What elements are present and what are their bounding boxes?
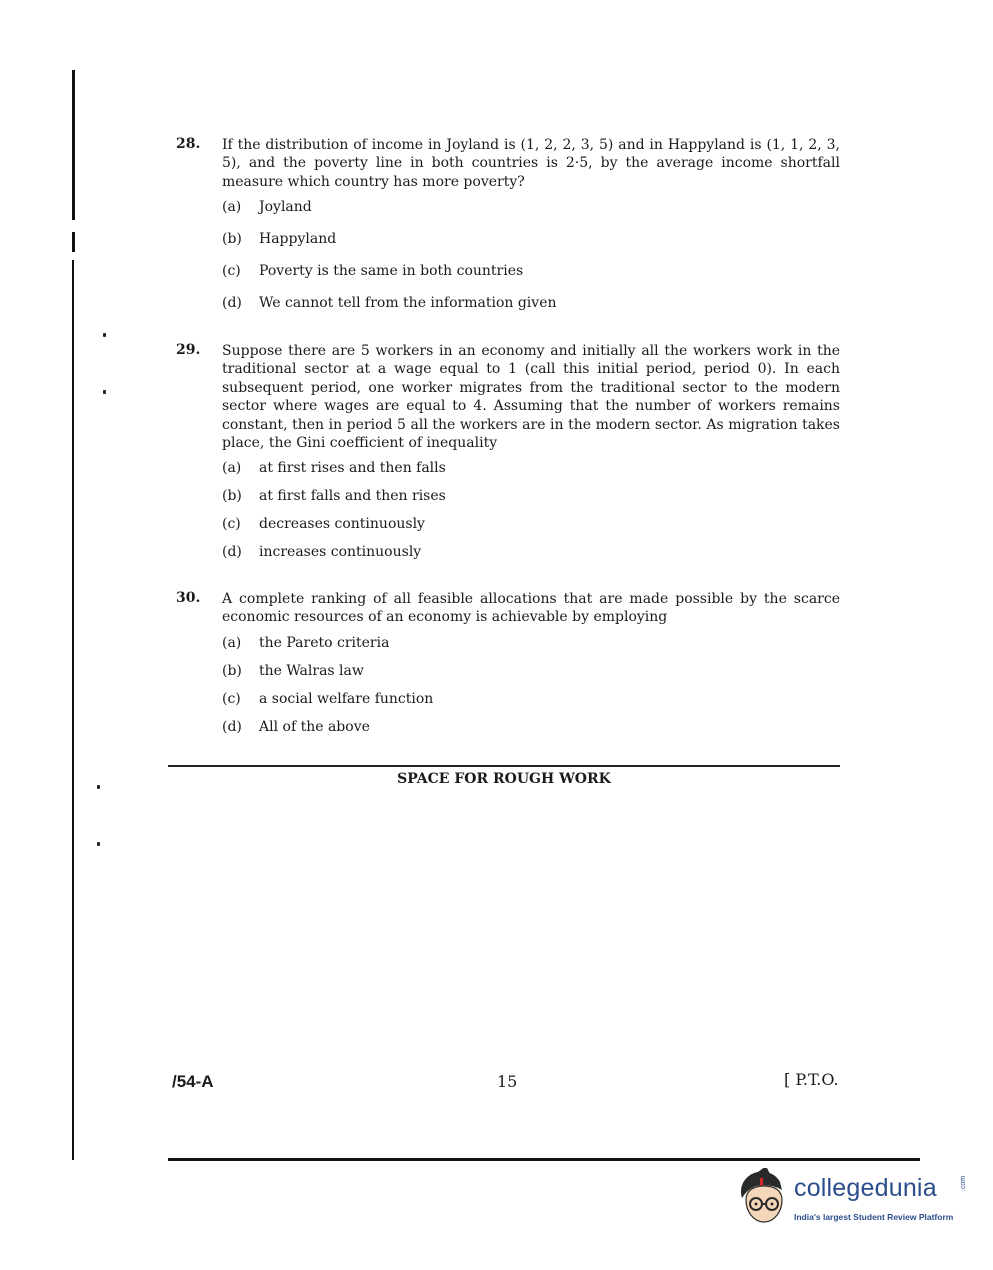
option-label: (a) [222,199,242,216]
page-number: 15 [497,1072,518,1091]
option-list [222,635,840,747]
option-label: (c) [222,516,241,533]
scan-margin-bar [72,260,74,1160]
option-c[interactable] [222,263,840,295]
option-text: Joyland [259,199,312,216]
option-label: (c) [222,690,241,707]
option-text: a social welfare function [259,690,434,707]
question-28 [176,136,840,327]
scan-dot [103,333,106,337]
brand-tagline: India's largest Student Review Platform [794,1212,954,1222]
option-list [222,199,840,327]
scan-margin-bar [72,70,75,220]
question-text: If the distribution of income in Joyland is (1, 2, 2, 3, 5) and in Happyland is (1, 1, 2, 3, 5), and the poverty line in both countries is 2·5, by the average income shortfall measure which country has more poverty? [222,137,840,190]
option-text: increases continuously [259,544,422,561]
footer-divider [168,1158,920,1161]
option-d[interactable] [222,295,840,327]
question-text: Suppose there are 5 workers in an economy and initially all the workers work in the traditional sector at a wage equal to 1 (call this initial period, period 0). In each subsequent period, one worker migrates from the traditional sector to the modern sector where wages are equal to 4. Assuming that the number of workers remains constant, then in period 5 all the workers are in the modern sector. As migration takes place, the Gini coefficient of inequality [222,343,840,452]
question-number: 30. [176,590,201,606]
option-text: the Walras law [259,662,364,679]
option-b[interactable] [222,231,840,263]
option-a[interactable] [222,199,840,231]
scan-dot [97,785,100,789]
option-text: at first falls and then rises [259,488,446,505]
option-b[interactable] [222,663,840,691]
option-a[interactable] [222,460,840,488]
rough-work-divider [168,765,840,767]
option-label: (b) [222,231,242,248]
scan-dot [97,842,100,846]
option-c[interactable] [222,691,840,719]
rough-work-heading: SPACE FOR ROUGH WORK [397,771,611,787]
option-text: at first rises and then falls [259,460,446,477]
option-c[interactable] [222,516,840,544]
option-label: (a) [222,460,242,477]
option-label: (b) [222,488,242,505]
option-label: (d) [222,718,242,735]
option-label: (d) [222,544,242,561]
option-text: Happyland [259,231,337,248]
option-text: All of the above [259,718,370,735]
mascot-icon [736,1168,794,1228]
option-text: the Pareto criteria [259,634,390,651]
brand-domain-suffix: .com [960,1175,968,1192]
option-label: (d) [222,295,242,312]
collegedunia-watermark [736,1168,966,1228]
option-a[interactable] [222,635,840,663]
scan-dot [103,390,106,394]
option-text: decreases continuously [259,516,425,533]
scan-margin-bar [72,232,75,252]
paper-code: /54-A [172,1072,214,1091]
option-d[interactable] [222,719,840,747]
option-label: (c) [222,263,241,280]
option-text: We cannot tell from the information given [259,295,557,312]
brand-name: collegedunia [794,1174,937,1202]
question-30 [176,590,840,747]
option-label: (b) [222,662,242,679]
option-label: (a) [222,634,242,651]
option-text: Poverty is the same in both countries [259,263,524,280]
question-number: 29. [176,342,201,358]
option-list [222,460,840,572]
option-b[interactable] [222,488,840,516]
question-number: 28. [176,136,201,152]
please-turn-over: [ P.T.O. [784,1070,839,1089]
question-29 [176,342,840,572]
option-d[interactable] [222,544,840,572]
question-text: A complete ranking of all feasible allocations that are made possible by the scarce economic resources of an economy is achievable by employing [222,591,840,626]
